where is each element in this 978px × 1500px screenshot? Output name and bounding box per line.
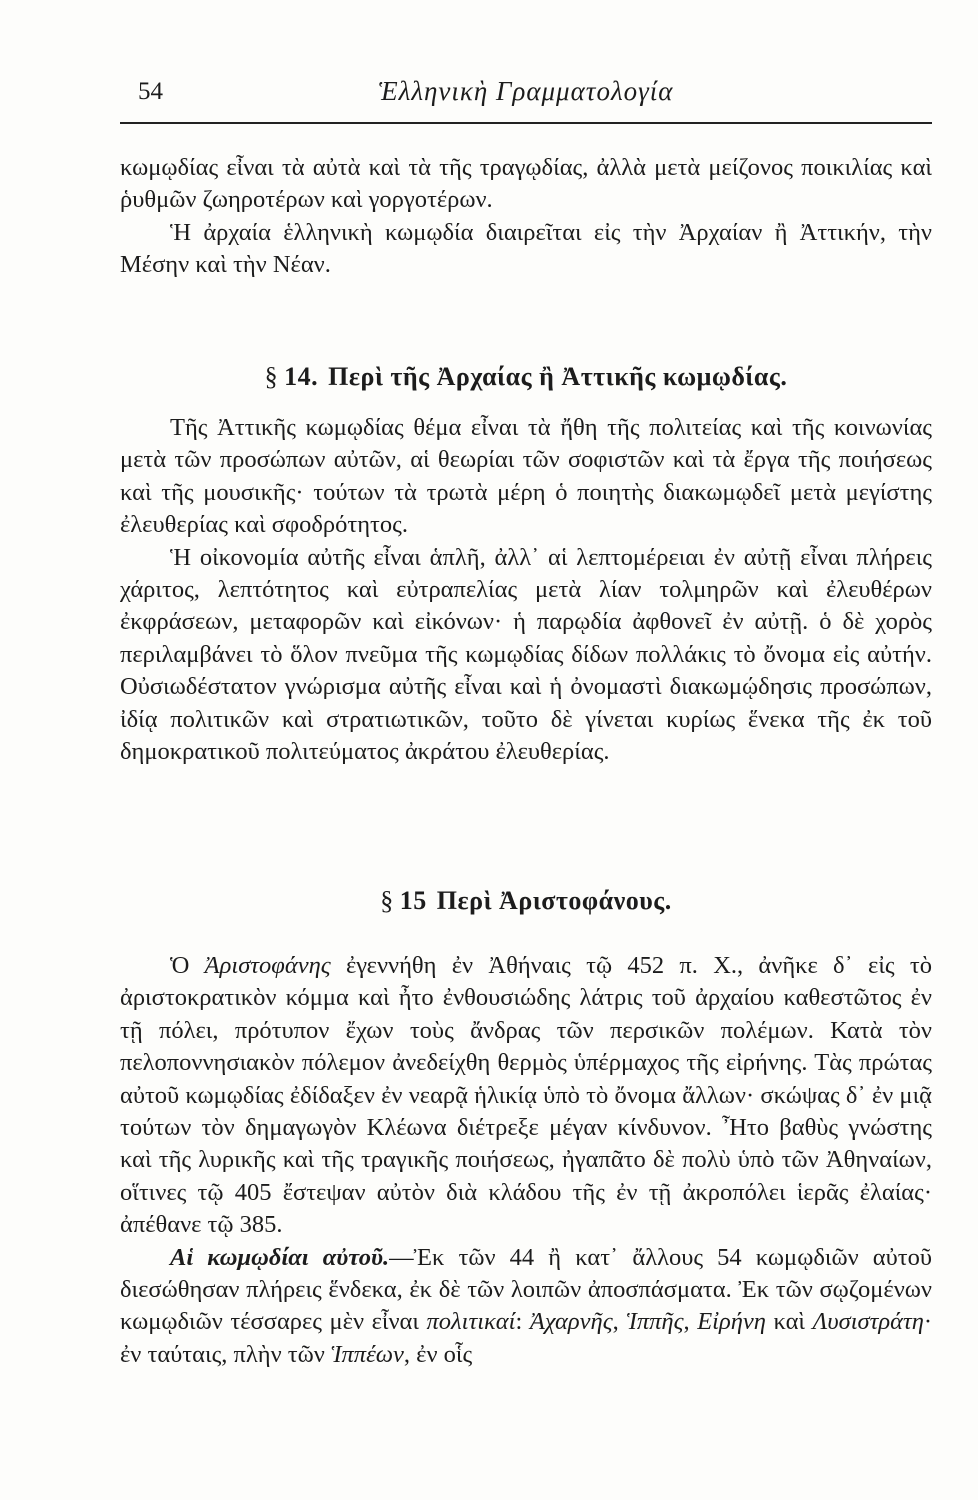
comma: ,: [683, 1308, 690, 1336]
intro-paragraph-1: κωμῳδίας εἶναι τὰ αὐτὰ καὶ τὰ τῆς τραγῳδίας, ἀλλὰ μετὰ μείζονος ποικιλίας καὶ ῥυθμῶν ζωηροτέρων καὶ γοργοτέρων.: [120, 154, 932, 214]
play-title: Εἰρήνη: [697, 1308, 766, 1336]
section-14-paragraph-1: Τῆς Ἀττικῆς κωμῳδίας θέμα εἶναι τὰ ἤθη τῆς πολιτείας καὶ τῆς κοινωνίας μετὰ τῶν προσώπων αὐτῶν, αἱ θεωρίαι τῶν σοφιστῶν καὶ τὰ ἔργα τῆς ποιήσεως καὶ τῆς μουσικῆς· τούτων τὰ τρωτὰ μέρη ὁ ποιητὴς διακωμῳδεῖ μετὰ μεγίστης ἐλευθερίας καὶ σφοδρότητος.: [120, 414, 932, 539]
play-title: Λυσιστράτη: [812, 1308, 924, 1336]
section-15-paragraph-2: [120, 1242, 932, 1372]
intro-paragraph-2: Ἡ ἀρχαία ἑλληνικὴ κωμῳδία διαιρεῖται εἰς τὴν Ἀρχαίαν ἢ Ἀττικήν, τὴν Μέσην καὶ τὴν Νέαν.: [120, 218, 932, 279]
running-title: Ἑλληνικὴ Γραμματολογία: [378, 76, 674, 106]
section-title: Περὶ τῆς Ἀρχαίας ἢ Ἀττικῆς κωμῳδίας.: [328, 362, 788, 391]
page-header: [120, 72, 932, 124]
section-14-text: [120, 412, 932, 768]
play-title: Ἱππῆς: [626, 1308, 684, 1336]
page-number: 54: [138, 78, 163, 105]
section-sign: §: [380, 886, 394, 915]
emphasis-political: πολιτικαί: [426, 1308, 516, 1336]
paragraph-lead: Αἱ κωμῳδίαι αὐτοῦ.: [170, 1243, 390, 1271]
paragraph-text: —Ἐκ τῶν 44 ἢ κατ᾽ ἄλλους 54 κωμῳδιῶν αὐτοῦ διεσώθησαν πλήρεις ἕνδεκα, ἐκ δὲ τῶν λοιπῶν ἀποσπάσματα. Ἐκ τῶν σῳζομένων κωμῳδιῶν τέσσαρες μὲν εἶναι: [120, 1243, 932, 1336]
section-number: 15: [399, 886, 427, 915]
section-title: Περὶ Ἀριστοφάνους.: [436, 886, 672, 915]
section-15-paragraph-1: [120, 950, 932, 1242]
paragraph-start: Ὁ: [170, 952, 190, 979]
colon: :: [515, 1308, 523, 1336]
comma: ,: [612, 1308, 619, 1336]
conjunction: καὶ: [773, 1308, 806, 1336]
paragraph-text: , ἐν οἷς: [403, 1340, 473, 1368]
section-15-heading: [120, 886, 932, 916]
section-sign: §: [264, 362, 279, 391]
author-name: Ἀριστοφάνης: [204, 952, 331, 979]
section-number: 14.: [284, 362, 319, 391]
play-title: Ἱππέων: [330, 1340, 404, 1368]
paragraph-text: · ἐν ταύταις, πλὴν τῶν: [120, 1308, 933, 1368]
intro-text: [120, 152, 932, 282]
paragraph-text: ἐγεννήθη ἐν Ἀθήναις τῷ 452 π. Χ., ἀνῆκε δ᾽ εἰς τὸ ἀριστοκρατικὸν κόμμα καὶ ἦτο ἐνθουσιώδης λάτρις τοῦ ἀρχαίου καθεστῶτος ἐν τῇ πόλει, πρότυπον ἔχων τοὺς ἄνδρας τῶν περσικῶν πολέμων. Κατὰ τὸν πελοποννησιακὸν πόλεμον ἀνεδείχθη θερμὸς ὑπέρμαχος τῆς εἰρήνης. Τὰς πρώτας αὐτοῦ κωμῳδίας ἐδίδαξεν ἐν νεαρᾷ ἡλικίᾳ ὑπὸ τὸ ὄνομα ἄλλων· σκώψας δ᾽ ἐν μιᾷ τούτων τὸν δημαγωγὸν Κλέωνα διέτρεξε μέγαν κίνδυνον. Ἦτο βαθὺς γνώστης καὶ τῆς λυρικῆς καὶ τῆς τραγικῆς ποιήσεως, ἠγαπᾶτο δὲ πολὺ ὑπὸ τῶν Ἀθηναίων, οἵτινες τῷ 405 ἔστεψαν αὐτὸν διὰ κλάδου τῆς ἐν τῇ ἀκροπόλει ἱερᾶς ἐλαίας· ἀπέθανε τῷ 385.: [120, 952, 932, 1239]
section-14-heading: [120, 362, 932, 392]
section-15-text: [120, 950, 932, 1371]
section-14-paragraph-2: Ἡ οἰκονομία αὐτῆς εἶναι ἁπλῆ, ἀλλ᾽ αἱ λεπτομέρειαι ἐν αὐτῇ εἶναι πλήρεις χάριτος, λεπτότητος καὶ εὐτραπελίας μετὰ λίαν τολμηρῶν καὶ ἐλευθέρων ἐκφράσεων, μεταφορῶν καὶ εἰκόνων· ἡ παρῳδία ἀφθονεῖ ἐν αὐτῇ. ὁ δὲ χορὸς περιλαμβάνει τὸ ὅλον πνεῦμα τῆς κωμῳδίας δίδων πολλάκις τὸ ὄνομα εἰς αὐτήν. Οὐσιωδέστατον γνώρισμα αὐτῆς εἶναι καὶ ἡ ὀνομαστὶ διακωμῴδησις προσώπων, ἰδίᾳ πολιτικῶν καὶ στρατιωτικῶν, τοῦτο δὲ γίνεται κυρίως ἕνεκα τῆς ἐκ τοῦ δημοκρατικοῦ πολιτεύματος ἀκράτου ἐλευθερίας.: [120, 543, 932, 766]
play-title: Ἀχαρνῆς: [529, 1308, 613, 1336]
